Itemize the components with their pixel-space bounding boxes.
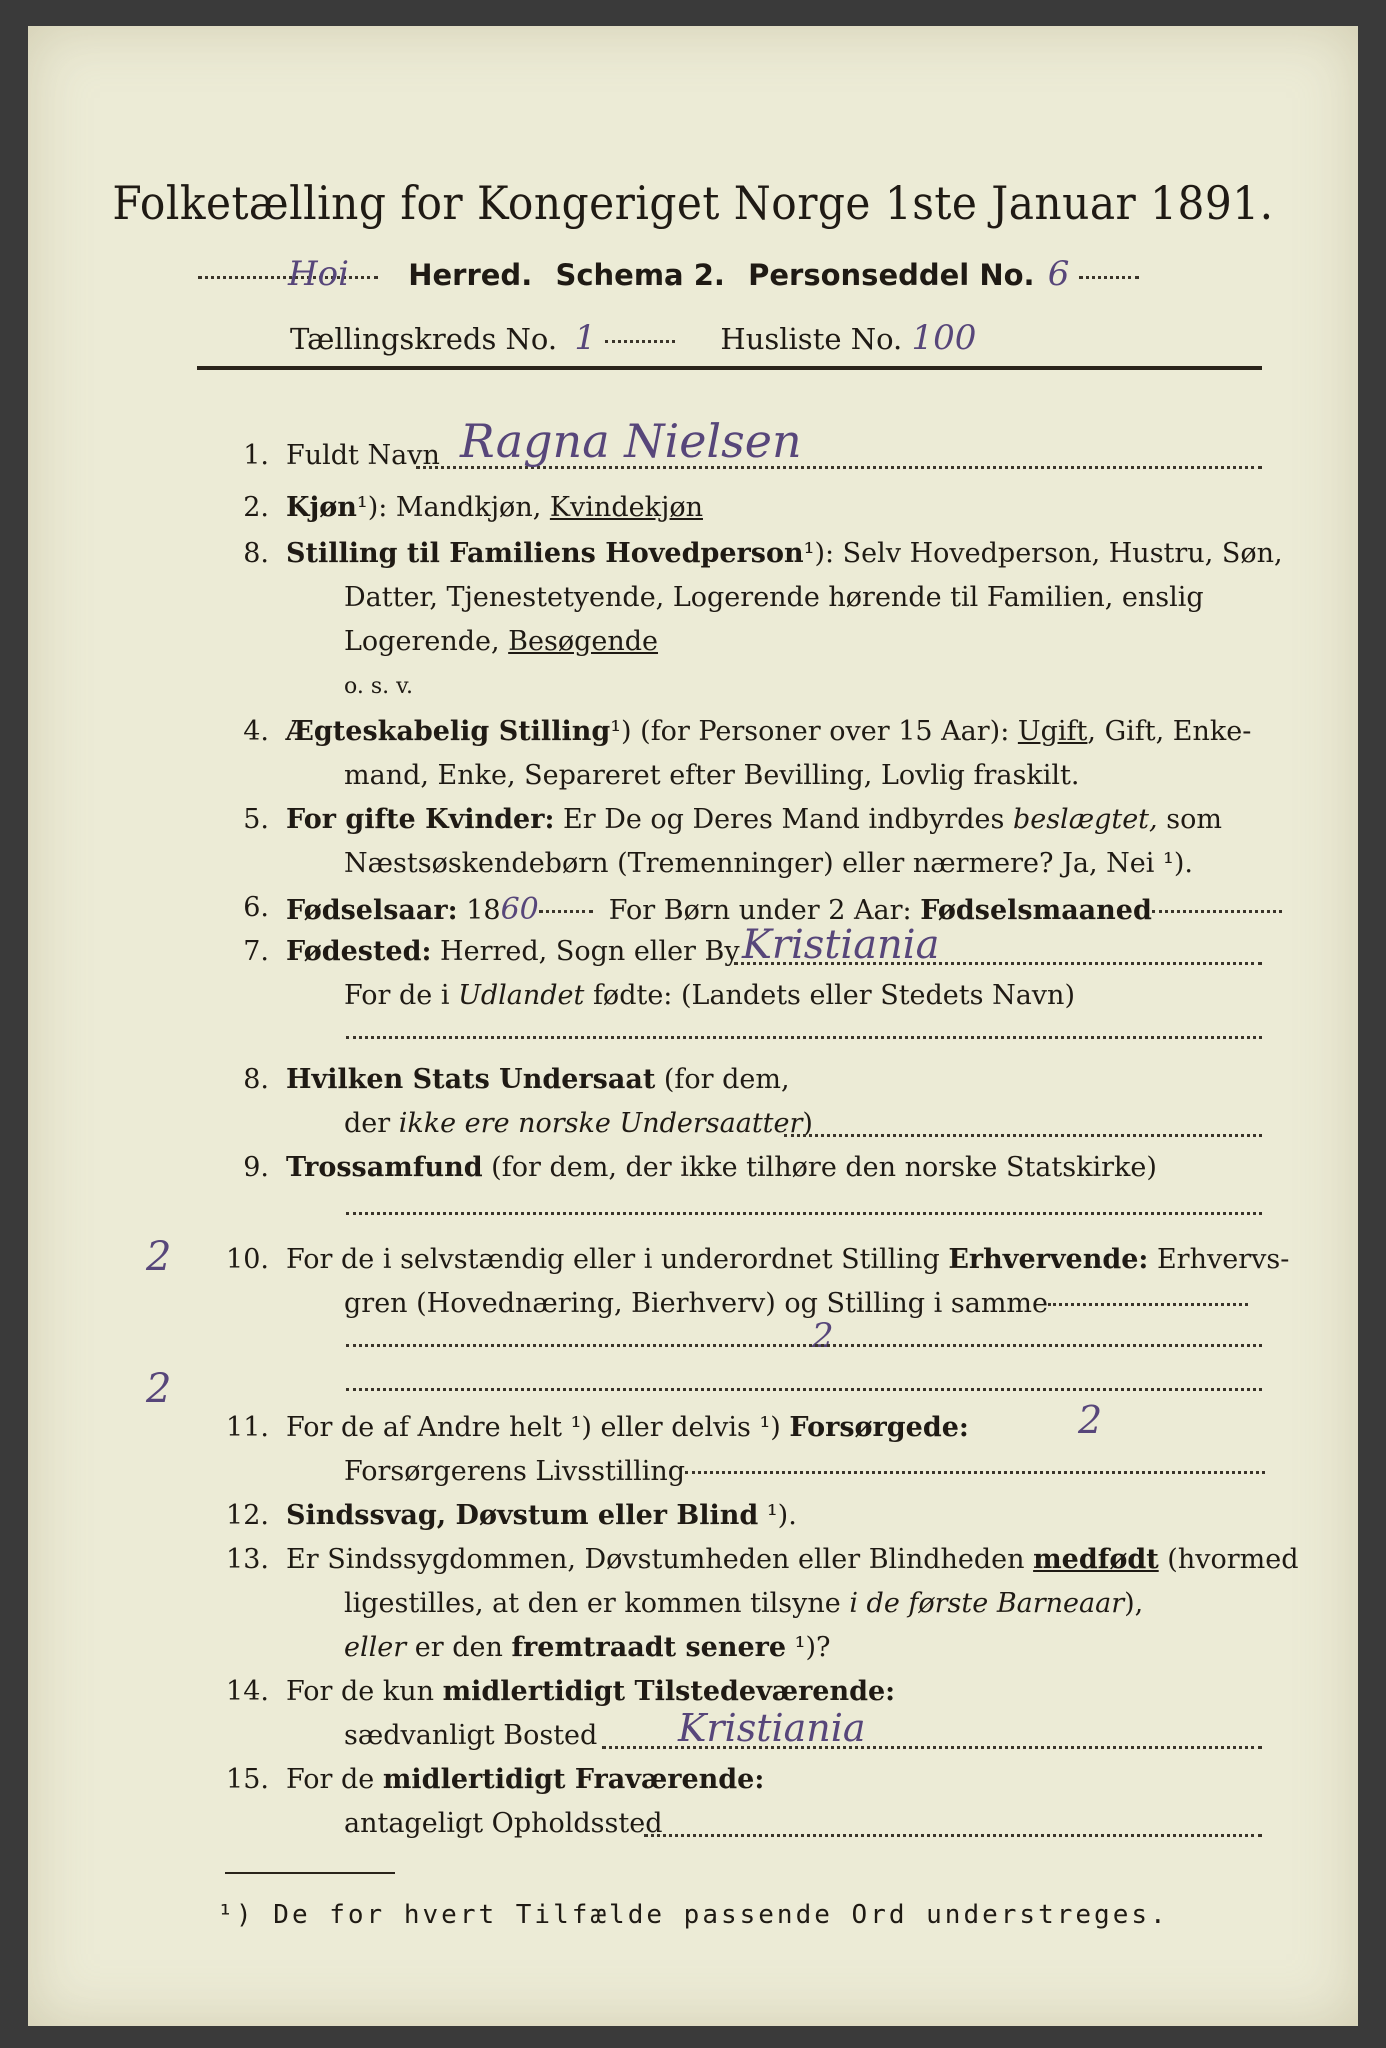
q5-label: For gifte Kvinder: [286,804,555,835]
q14-num: 14. [226,1676,269,1707]
q7-label: Fødested: [286,936,432,967]
q11-line2-text: Forsørgerens Livsstilling [344,1456,686,1487]
herred-label: Herred. [408,258,533,292]
q8-text: (for dem, [655,1064,790,1095]
q9-blank-line [346,1212,1262,1215]
q15-num: 15. [226,1764,269,1795]
q10-bold: Erhvervende: [948,1244,1149,1275]
q2-text: ¹): Mandkjøn, [356,492,550,523]
herred-value: Hoi [288,254,349,294]
q9-line [286,1152,1157,1183]
q11-bold: Forsørgede: [789,1412,969,1443]
q2-line [286,492,703,523]
q10-line3 [346,1344,1262,1347]
q15-line2-text: antageligt Opholdssted [344,1808,663,1839]
q7-num: 7. [243,936,269,967]
q1-value: Ragna Nielsen [460,414,802,468]
q2-underlined: Kvindekjøn [549,492,703,523]
personseddel-label: Personseddel No. [748,258,1035,292]
q13-line3-b: ¹)? [786,1632,831,1663]
q8-line2 [344,1108,813,1139]
q10-text: For de i selvstændig eller i underordnet Stilling [286,1244,949,1275]
q9-num: 9. [243,1152,269,1183]
q13-line3-bold: fremtraadt senere [511,1632,787,1663]
q7-line2-b: fødte: (Landets eller Stedets Navn) [584,980,1075,1011]
q11-value: 2 [1078,1398,1103,1442]
personseddel-value: 6 [1047,254,1070,294]
q3-line2: Datter, Tjenestetyende, Logerende hørende til Familien, enslig [344,582,1204,613]
form-title: Folketælling for Kongeriget Norge 1ste Januar 1891. [112,176,1274,230]
q15-text: For de [286,1764,383,1795]
q14-bold: midlertidigt Tilstedeværende: [442,1676,896,1707]
q3-line3-underlined: Besøgende [508,626,659,657]
q6-bold: Fødselsmaaned [920,895,1152,926]
q7-text: Herred, Sogn eller By [431,936,740,967]
kreds-value: 1 [574,318,596,358]
q13-line3 [344,1632,830,1663]
q14-line2-text: sædvanligt Bosted [344,1720,598,1751]
q13-line2-a: ligestilles, at den er kommen tilsyne [344,1588,850,1619]
margin-mark-11: 2 [146,1366,172,1412]
q8-label: Hvilken Stats Undersaat [286,1064,656,1095]
kreds-label: Tællingskreds No. [290,322,558,356]
q11-text: For de af Andre helt ¹) eller delvis ¹) [286,1412,790,1443]
q7-line2 [344,980,1075,1011]
q15-dotline [644,1834,1262,1837]
q11-num: 11. [226,1412,269,1443]
footnote: ¹) De for hvert Tilfælde passende Ord understreges. [217,1900,1169,1930]
q4-num: 4. [243,716,269,747]
q8-line2-a: der [344,1108,399,1139]
husliste-label: Husliste No. [720,322,903,356]
q13-num: 13. [226,1544,269,1575]
q3-line3 [344,626,658,657]
q13-line2-em: i de første Barneaar [849,1588,1125,1619]
q4-label: Ægteskabelig Stilling [286,716,611,747]
q1-num: 1. [243,440,269,471]
q8-dotline [784,1134,1262,1137]
q5-line1-em: beslægtet, [1012,804,1158,835]
q6-num: 6. [243,892,269,923]
q13-line2-b: ), [1124,1588,1144,1619]
q13-b: (hvormed [1158,1544,1299,1575]
herred-line [198,254,1139,294]
q15-line1 [286,1764,764,1795]
q3-num: 8. [243,538,269,569]
q4-line1-b: , Gift, Enke- [1087,716,1252,747]
q14-line1 [286,1676,895,1707]
q2-num: 2. [243,492,269,523]
q10-value: 2 [812,1316,834,1356]
q10-line2 [344,1288,1248,1319]
q9-label: Trossamfund [286,1152,483,1183]
q10-line4 [346,1388,1262,1391]
q8-line2-em: ikke ere norske Undersaatter [398,1108,803,1139]
q4-line1-a: ¹) (for Personer over 15 Aar): [610,716,1018,747]
husliste-value: 100 [911,318,977,358]
header-rule [197,366,1262,370]
q4-line1 [286,716,1251,747]
census-form [28,26,1358,2026]
q5-line1-b: som [1157,804,1222,835]
q3-label: Stilling til Familiens Hovedperson [286,538,804,569]
q10-line1 [286,1244,1289,1275]
q5-line1 [286,804,1222,835]
q3-line1-text: ¹): Selv Hovedperson, Hustru, Søn, [803,538,1283,569]
q3-line1 [286,538,1283,569]
q7-line2-a: For de i [344,980,459,1011]
q11-line1 [286,1412,969,1443]
q3-line4: o. s. v. [344,674,413,699]
q6-text: For Børn under 2 Aar: [608,895,921,926]
q15-bold: midlertidigt Fraværende: [382,1764,765,1795]
q4-line2: mand, Enke, Separeret efter Bevilling, Lovlig fraskilt. [344,760,1080,791]
q13-bold: medfødt [1033,1544,1159,1575]
q13-a: Er Sindssygdommen, Døvstumheden eller Blindheden [286,1544,1034,1575]
q15-line2 [344,1808,663,1839]
q12-line [286,1500,797,1531]
q8-line1 [286,1064,790,1095]
q10-num: 10. [226,1244,269,1275]
q12-tail: ¹). [758,1500,797,1531]
q13-line3-em: eller [344,1632,407,1663]
q9-text: (for dem, der ikke tilhøre den norske Statskirke) [482,1152,1157,1183]
q4-line1-underlined: Ugift [1017,716,1088,747]
q6-prefix: 18 [457,895,501,926]
schema-label: Schema 2. [555,258,725,292]
q5-line1-a: Er De og Deres Mand indbyrdes [554,804,1013,835]
footnote-rule [225,1872,395,1874]
q5-line2: Næstsøskendebørn (Tremenninger) eller nærmere? Ja, Nei ¹). [344,848,1193,879]
q14-value: Kristiania [678,1706,866,1750]
q10-line2-text: gren (Hovednæring, Bierhverv) og Stilling i samme [344,1288,1049,1319]
q11-line2 [344,1456,1265,1487]
margin-mark-10: 2 [146,1234,172,1280]
q1-label: Fuldt Navn [286,440,440,471]
q13-line2 [344,1588,1143,1619]
q7-blank-line [346,1036,1262,1039]
kreds-line [290,318,976,358]
q13-line3-a: er den [406,1632,512,1663]
q13-line1 [286,1544,1299,1575]
q3-line3-text: Logerende, [344,626,509,657]
q5-num: 5. [243,804,269,835]
q14-text: For de kun [286,1676,443,1707]
q6-value: 60 [500,892,539,927]
q2-label: Kjøn [286,492,357,523]
q10-tail: Erhvervs- [1148,1244,1290,1275]
q12-bold: Sindssvag, Døvstum eller Blind [286,1500,759,1531]
q7-value: Kristiania [742,922,940,968]
q8-num: 8. [243,1064,269,1095]
q6-label: Fødselsaar: [286,895,458,926]
q8-line2-b: ) [802,1108,813,1139]
q14-line2 [344,1720,597,1751]
q12-num: 12. [226,1500,269,1531]
q7-line2-em: Udlandet [458,980,585,1011]
q7-line1 [286,936,740,967]
